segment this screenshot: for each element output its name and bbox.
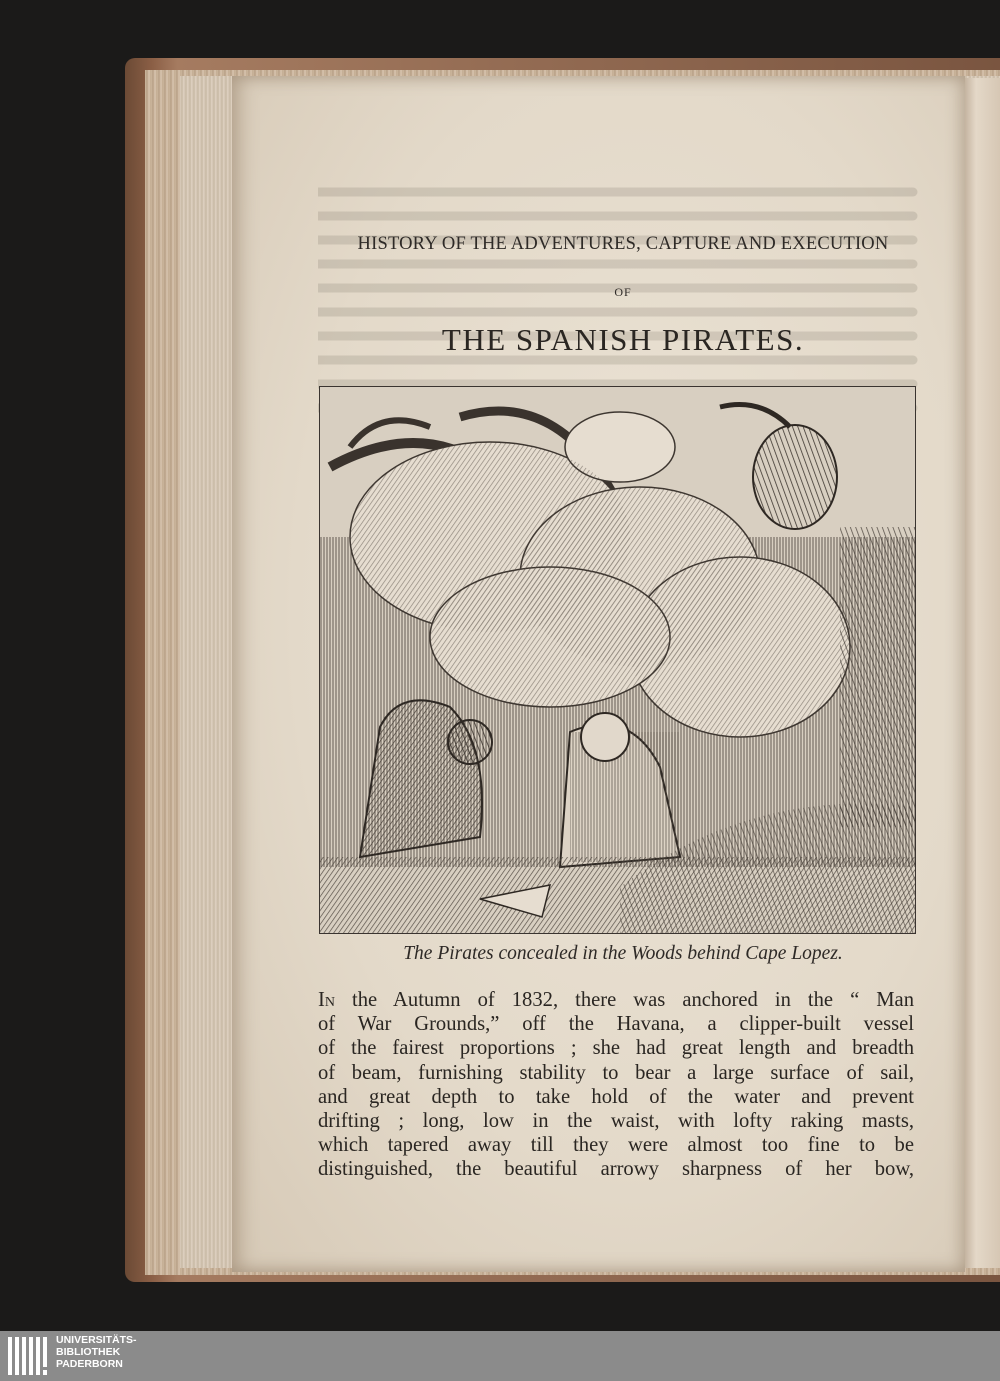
heading-title: THE SPANISH PIRATES. [441, 322, 805, 357]
library-logo-icon [8, 1337, 52, 1375]
library-name-line3: PADERBORN [56, 1358, 123, 1370]
body-paragraph [318, 988, 914, 1182]
body-line: of the fairest proportions ; she had great length and breadth [318, 1037, 914, 1060]
body-line [318, 988, 914, 1012]
body-line-text: the Autumn of 1832, there was anchored in the “ Man [334, 989, 914, 1011]
body-line: of War Grounds,” off the Havana, a clipper-built vessel [318, 1013, 914, 1036]
library-name-line2: BIBLIOTHEK [56, 1346, 121, 1358]
drop-cap: In [318, 989, 335, 1011]
heading-history: HISTORY OF THE ADVENTURES, CAPTURE AND EXECUTION [357, 234, 889, 254]
body-line: and great depth to take hold of the water and prevent [318, 1085, 914, 1108]
heading-of: OF [614, 285, 632, 299]
woodcut-engraving-icon [319, 386, 916, 934]
library-name-line1: UNIVERSITÄTS- [56, 1334, 137, 1346]
library-footer [0, 1331, 1000, 1381]
illustration-caption: The Pirates concealed in the Woods behind Cape Lopez. [403, 943, 843, 964]
facing-page-edge [960, 78, 1000, 1268]
library-name [56, 1334, 137, 1370]
body-line: distinguished, the beautiful arrowy sharpness of her bow, [318, 1158, 914, 1181]
body-line: of beam, furnishing stability to bear a large surface of sail, [318, 1061, 914, 1084]
body-line: which tapered away till they were almost too fine to be [318, 1134, 914, 1157]
body-line: drifting ; long, low in the waist, with lofty raking masts, [318, 1110, 914, 1133]
